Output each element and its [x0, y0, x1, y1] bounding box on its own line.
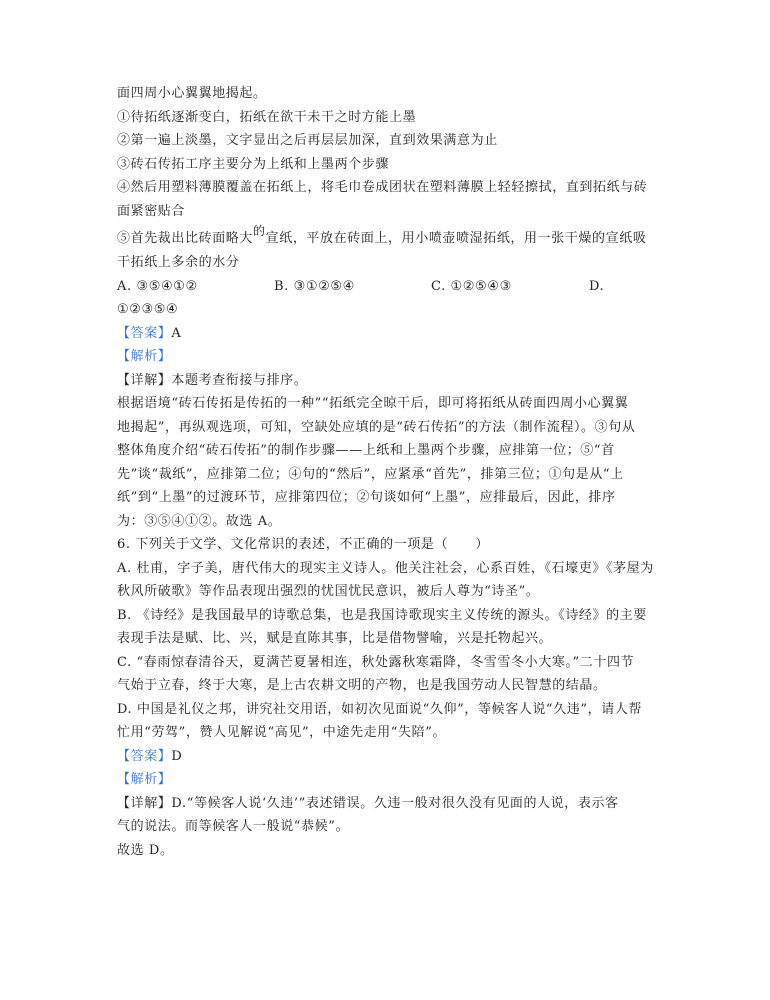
- q6-stem: 6. 下列关于文学、文化常识的表述，不正确的一项是（ ）: [117, 537, 489, 552]
- analysis-tag: 【解析】: [117, 772, 172, 787]
- q6-option-a-line-2: 秋风所破歌》等作品表现出强烈的忧国忧民意识，被后人尊为“诗圣”。: [117, 584, 540, 599]
- q6-option-c-line-2: 气始于立春，终于大寒，是上古农耕文明的产物，也是我国劳动人民智慧的结晶。: [117, 678, 607, 693]
- q5-analysis: [117, 345, 657, 369]
- q5-options: [117, 275, 657, 299]
- detail-tag: 【详解】: [117, 795, 172, 811]
- analysis-tag: 【解析】: [117, 349, 172, 364]
- q6-option-d-line-2: 忙用“劳驾”，赞人见解说“高见”，中途先走用“失陪”。: [117, 725, 447, 740]
- sentence-4-line-1: ④然后用塑料薄膜覆盖在拓纸上，将毛巾卷成团状在塑料薄膜上轻轻擦拭，直到拓纸与砖: [117, 180, 648, 195]
- q6-option-d-line-1: D. 中国是礼仪之邦，讲究社交用语，如初次见面说“久仰”，等候客人说“久违”，请人帮: [117, 701, 643, 717]
- q5-option-c: C. ①②⑤④③: [431, 278, 512, 294]
- q5-detail-line-5: 先”谈“裁纸”，应排第二位；④句的“然后”，应紧承“首先”，排第三位；①句是从“上: [117, 466, 624, 482]
- q5-detail-line-6: 纸”到“上墨”的过渡环节，应排第四位；②句谈如何“上墨”，应排最后，因此，排序: [117, 490, 616, 505]
- q5-detail-line-1: [117, 369, 657, 393]
- q5-detail-line-3: 地揭起”，再纵观选项，可知，空缺处应填的是“砖石传拓”的方法（制作流程）。③句从: [117, 419, 636, 435]
- q5-detail-line-4: 整体角度介绍“砖石传拓”的制作步骤——上纸和上墨两个步骤，应排第一位；⑤“首: [117, 443, 615, 458]
- q6-option-a-line-1: A. 杜甫，字子美，唐代伟大的现实主义诗人。他关注社会，心系百姓，《石壕吏》《茅屋为: [117, 560, 654, 576]
- q5-answer: [117, 322, 657, 346]
- sentence-5-pre: ⑤首先裁出比砖面略大: [117, 231, 254, 246]
- q6-detail-line-1: [117, 792, 657, 816]
- answer-value: D: [171, 748, 183, 764]
- q6-final: 故选 D。: [117, 842, 174, 858]
- detail-text: D.“等候客人说‘久违’”表述错误。久违一般对很久没有见面的人说，表示客: [171, 795, 619, 811]
- sentence-5-line-1: [117, 223, 657, 251]
- q5-option-b: B. ③①②⑤④: [274, 278, 355, 294]
- detail-tag: 【详解】: [117, 372, 172, 388]
- sentence-5-raised-char: 的: [253, 224, 266, 238]
- q6-analysis: [117, 768, 657, 792]
- text-line: 面四周小心翼翼地揭起。: [117, 86, 267, 101]
- q6-option-b-line-2: 表现手法是赋、比、兴，赋是直陈其事，比是借物譬喻，兴是托物起兴。: [117, 631, 553, 646]
- sentence-5-post: 宣纸，平放在砖面上，用小喷壶喷湿拓纸，用一张干燥的宣纸吸: [265, 231, 647, 246]
- answer-tag: 【答案】: [117, 748, 172, 764]
- q6-option-c-line-1: C. “春雨惊春清谷天，夏满芒夏暑相连，秋处露秋寒霜降，冬雪雪冬小大寒。”二十四节: [117, 654, 635, 670]
- q5-detail-line-2: 根据语境“砖石传拓是传拓的一种”“拓纸完全晾干后，即可将拓纸从砖面四周小心翼翼: [117, 396, 629, 411]
- detail-text: 本题考查衔接与排序。: [171, 372, 308, 388]
- document-page: [117, 82, 657, 862]
- q6-option-b-line-1: B. 《诗经》是我国最早的诗歌总集，也是我国诗歌现实主义传统的源头。《诗经》的主要: [117, 607, 647, 623]
- q6-detail-line-2: 气的说法。而等候客人一般说“恭候”。: [117, 819, 350, 834]
- answer-tag: 【答案】: [117, 325, 172, 341]
- q6-answer: [117, 745, 657, 769]
- q5-option-a: A. ③⑤④①②: [117, 278, 198, 294]
- q5-option-d-value: ①②③⑤④: [117, 302, 179, 317]
- q5-option-d: D.: [589, 278, 605, 294]
- sentence-1: ①待拓纸逐渐变白，拓纸在欲干未干之时方能上墨: [117, 109, 417, 125]
- q5-detail-line-7: 为：③⑤④①②。故选 A。: [117, 513, 282, 529]
- sentence-4-line-2: 面紧密贴合: [117, 203, 186, 219]
- sentence-3: ③砖石传拓工序主要分为上纸和上墨两个步骤: [117, 156, 390, 172]
- sentence-5-line-2: 干拓纸上多余的水分: [117, 255, 240, 270]
- answer-value: A: [171, 325, 182, 341]
- sentence-2: ②第一遍上淡墨，文字显出之后再层层加深，直到效果满意为止: [117, 133, 498, 148]
